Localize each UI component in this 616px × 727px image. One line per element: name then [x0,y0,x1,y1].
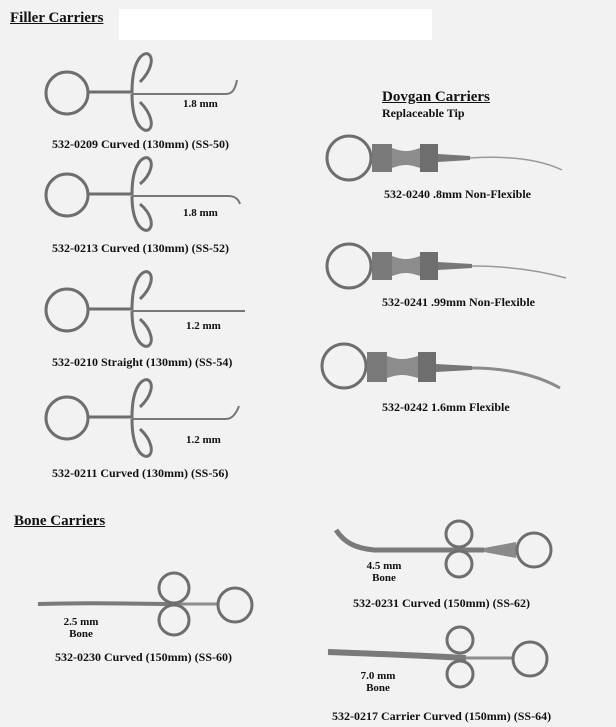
filler-carrier-instrument-3 [40,266,250,351]
blank-header-box [119,9,432,40]
filler-caption-2: 532-0213 Curved (130mm) (SS-52) [52,241,229,255]
dovgan-caption-1: 532-0240 .8mm Non-Flexible [384,187,531,201]
dovgan-caption-3: 532-0242 1.6mm Flexible [382,400,510,414]
filler-carrier-instrument-2 [40,152,250,237]
dovgan-caption-2: 532-0241 .99mm Non-Flexible [382,295,535,309]
dovgan-carrier-instrument-1 [322,132,572,184]
filler-caption-3: 532-0210 Straight (130mm) (SS-54) [52,355,233,369]
bone-caption-1: 532-0230 Curved (150mm) (SS-60) [55,650,232,664]
bone-size-label-1 [58,616,104,640]
bone-caption-3: 532-0217 Carrier Curved (150mm) (SS-64) [332,709,552,723]
filler-caption-4: 532-0211 Curved (130mm) (SS-56) [52,466,229,480]
bone-size-value-2: 4.5 mm [366,560,402,572]
bone-size-value-3: 7.0 mm [360,670,396,682]
filler-carrier-instrument-1 [40,48,250,133]
filler-carriers-heading: Filler Carriers [10,10,104,26]
bone-caption-2: 532-0231 Curved (150mm) (SS-62) [353,596,530,610]
bone-size-unit-2: Bone [372,572,396,584]
filler-caption-1: 532-0209 Curved (130mm) (SS-50) [52,137,229,151]
dovgan-carrier-instrument-3 [314,342,564,394]
filler-size-label-2: 1.8 mm [183,207,218,219]
filler-size-label-3: 1.2 mm [186,320,221,332]
bone-size-unit-3: Bone [366,682,390,694]
bone-size-label-2 [361,560,407,584]
dovgan-carriers-heading: Dovgan Carriers [382,89,490,105]
bone-size-value-1: 2.5 mm [63,616,99,628]
bone-carriers-heading: Bone Carriers [14,513,106,529]
bone-size-unit-1: Bone [69,628,93,640]
filler-size-label-4: 1.2 mm [186,434,221,446]
filler-carrier-instrument-4 [40,374,250,464]
dovgan-carrier-instrument-2 [322,240,572,292]
bone-size-label-3 [355,670,401,694]
dovgan-subheading: Replaceable Tip [382,106,465,120]
filler-size-label-1: 1.8 mm [183,98,218,110]
